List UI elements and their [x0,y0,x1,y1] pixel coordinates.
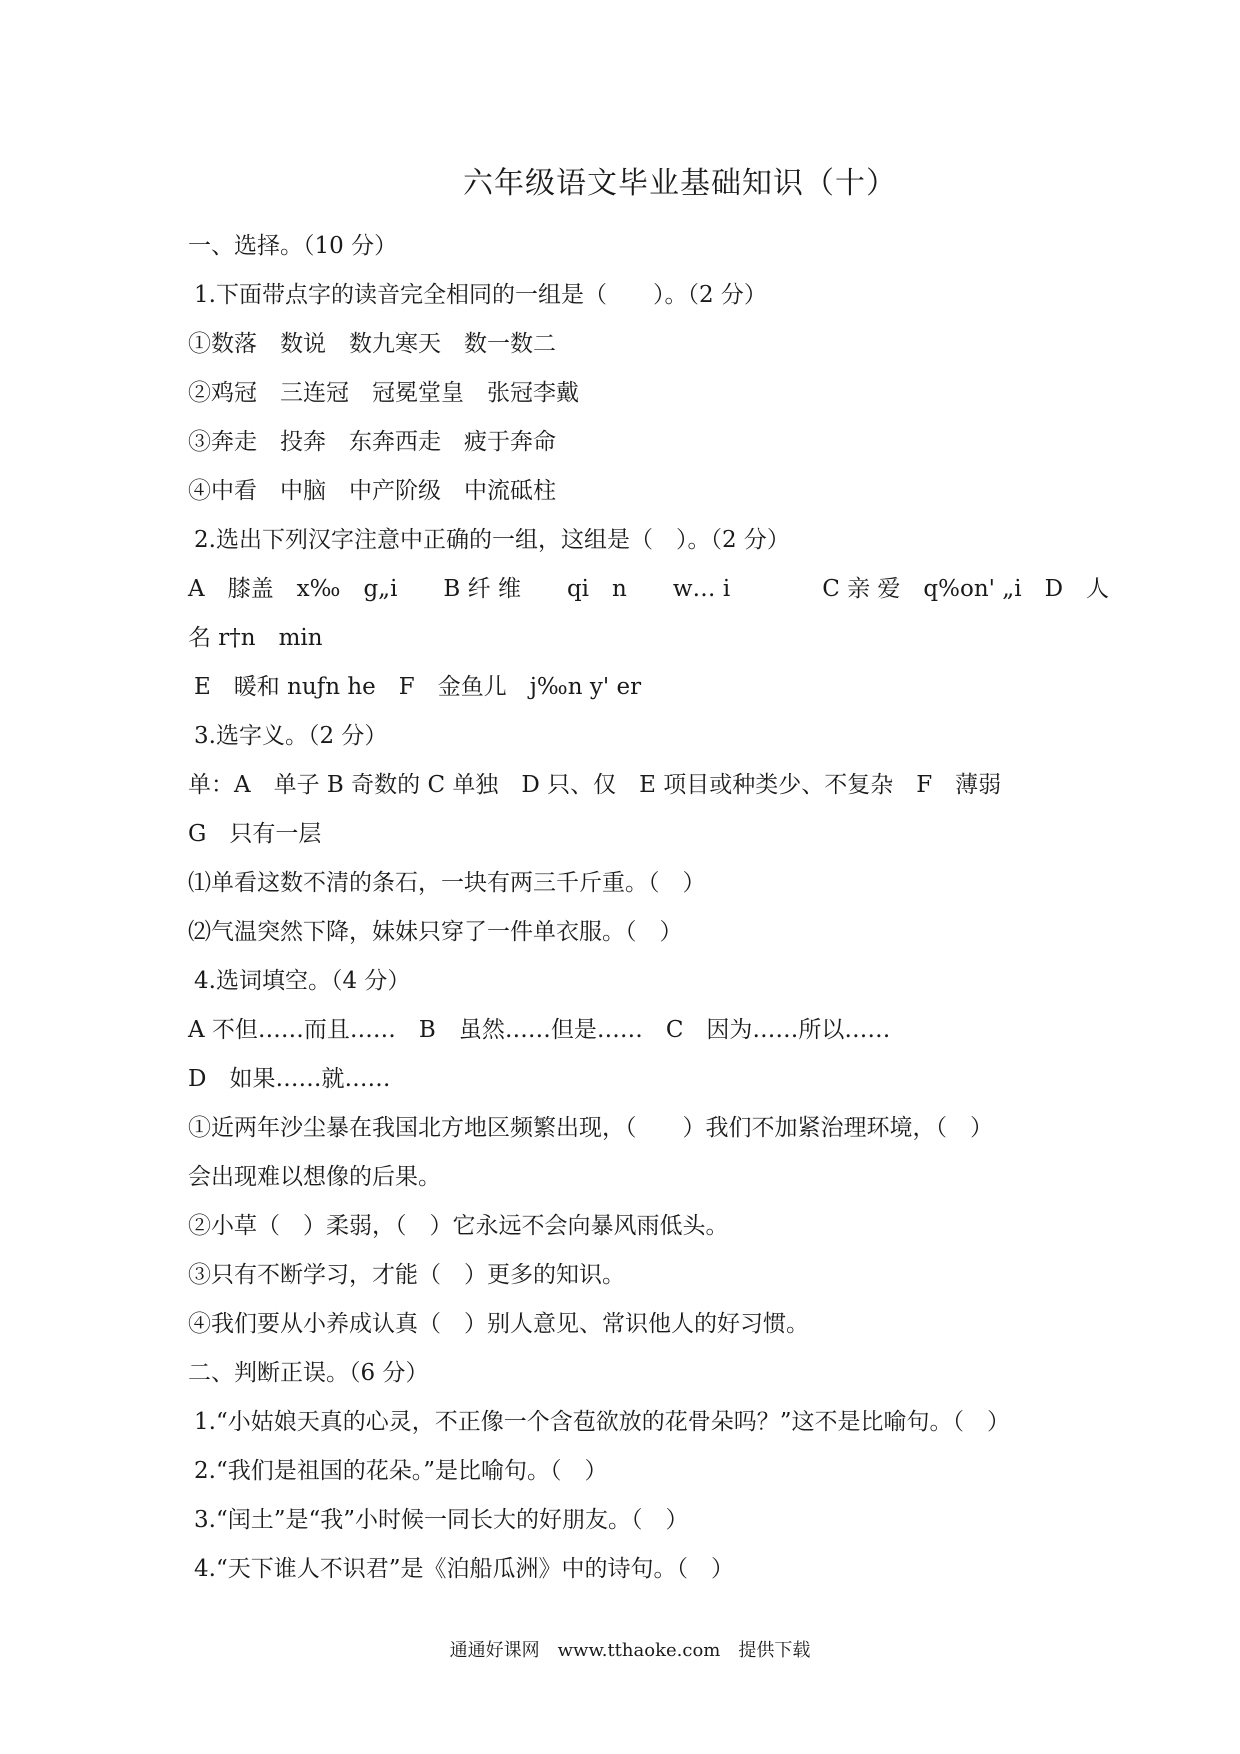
question: 2.“我们是祖国的花朵。”是比喻句。（ ） [194,1458,608,1484]
page-title: 六年级语文毕业基础知识（十） [463,166,897,201]
sub-question: 会出现难以想像的后果。 [188,1164,441,1190]
question: 3.选字义。（2 分） [194,723,388,749]
option-line: E 暖和 nuƒn he F 金鱼儿 j‰n y' er [194,674,642,700]
option-line: D 如果……就…… [188,1066,391,1092]
question: 4.“天下谁人不识君”是《泊船瓜洲》中的诗句。（ ） [194,1556,734,1582]
question: 1.“小姑娘天真的心灵，不正像一个含苞欲放的花骨朵吗？”这不是比喻句。（ ） [194,1409,1010,1435]
question: 2.选出下列汉字注意中正确的一组，这组是（ ）。（2 分） [194,527,790,553]
sub-question: ⑵气温突然下降，妹妹只穿了一件单衣服。（ ） [188,919,683,945]
sub-question: ①近两年沙尘暴在我国北方地区频繁出现，（ ）我们不加紧治理环境，（ ） [188,1115,993,1141]
option-line: ④中看 中脑 中产阶级 中流砥柱 [188,478,556,504]
sub-question: ③只有不断学习，才能（ ）更多的知识。 [188,1262,625,1288]
option-line: ③奔走 投奔 东奔西走 疲于奔命 [188,429,556,455]
option-line: ①数落 数说 数九寒天 数一数二 [188,331,556,357]
document-body [188,222,1110,1594]
sub-question: ⑴单看这数不清的条石，一块有两三千斤重。（ ） [188,870,706,896]
option-line: 单：A 单子 B 奇数的 C 单独 D 只、仅 E 项目或种类少、不复杂 F 薄弱 [188,772,1002,798]
option-line: ②鸡冠 三连冠 冠冕堂皇 张冠李戴 [188,380,579,406]
option-line: 名 r†n min [188,625,323,651]
question: 3.“闰土”是“我”小时候一同长大的好朋友。（ ） [194,1507,689,1533]
sub-question: ④我们要从小养成认真（ ）别人意见、常识他人的好习惯。 [188,1311,809,1337]
question: 1.下面带点字的读音完全相同的一组是（ ）。（2 分） [194,282,767,308]
option-line: A 不但……而且…… B 虽然……但是…… C 因为……所以…… [188,1017,891,1043]
option-line: G 只有一层 [188,821,322,847]
question: 4.选词填空。（4 分） [194,968,411,994]
footer-text: 通通好课网 www.tthaoke.com 提供下载 [449,1640,811,1661]
section-heading: 一、选择。（10 分） [188,233,398,259]
option-line: A 膝盖 x‰ g„i B 纤 维 qi n w… i C 亲 爱 q%on' „i D 人 [188,576,1110,602]
sub-question: ②小草（ ）柔弱，（ ）它永远不会向暴风雨低头。 [188,1213,729,1239]
section-heading: 二、判断正误。（6 分） [188,1360,429,1386]
